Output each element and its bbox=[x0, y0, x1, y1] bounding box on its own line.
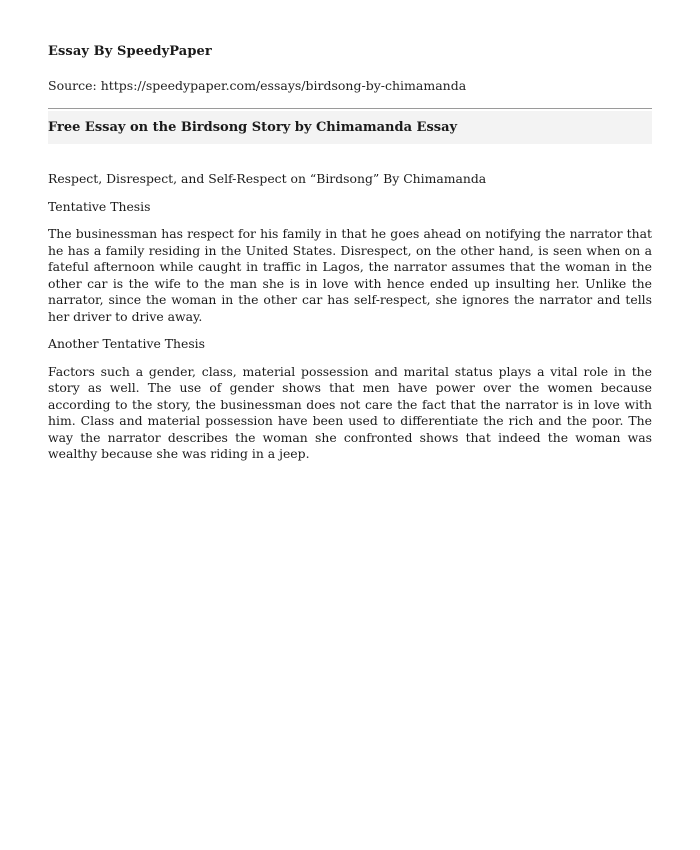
section-heading-tentative-thesis: Tentative Thesis bbox=[48, 198, 151, 214]
document-header bbox=[48, 44, 652, 93]
essay-body bbox=[48, 171, 652, 474]
source-line: Source: https://speedypaper.com/essays/birdsong-by-chimamanda bbox=[48, 78, 467, 93]
paragraph: Factors such a gender, class, material possession and marital status plays a vital role in the story as well. The use of gender shows that men have power over the women because according to the story, the businessman does not care the fact that the narrator is in love with him. Class and material possession have been used to differentiate the rich and the poor. The way the narrator describes the woman she confronted shows that indeed the woman was wealthy because she was riding in a jeep. bbox=[48, 363, 652, 461]
paragraph: The businessman has respect for his family in that he goes ahead on notifying the narrator that he has a family residing in the United States. Disrespect, on the other hand, is seen when on a fateful afternoon while caught in traffic in Lagos, the narrator assumes that the woman in the other car is the wife to the man she is in love with hence ended up insulting her. Unlike the narrator, since the woman in the other car has self-respect, she ignores the narrator and tells her driver to drive away. bbox=[48, 226, 652, 324]
essay-title: Free Essay on the Birdsong Story by Chimamanda Essay bbox=[48, 120, 458, 135]
essay-subtitle: Respect, Disrespect, and Self-Respect on “Birdsong” By Chimamanda bbox=[48, 171, 487, 186]
header-divider bbox=[48, 108, 652, 109]
section-heading-another-tentative-thesis: Another Tentative Thesis bbox=[48, 336, 205, 351]
brand-title: Essay By SpeedyPaper bbox=[48, 44, 212, 59]
essay-title-bar bbox=[48, 111, 652, 144]
